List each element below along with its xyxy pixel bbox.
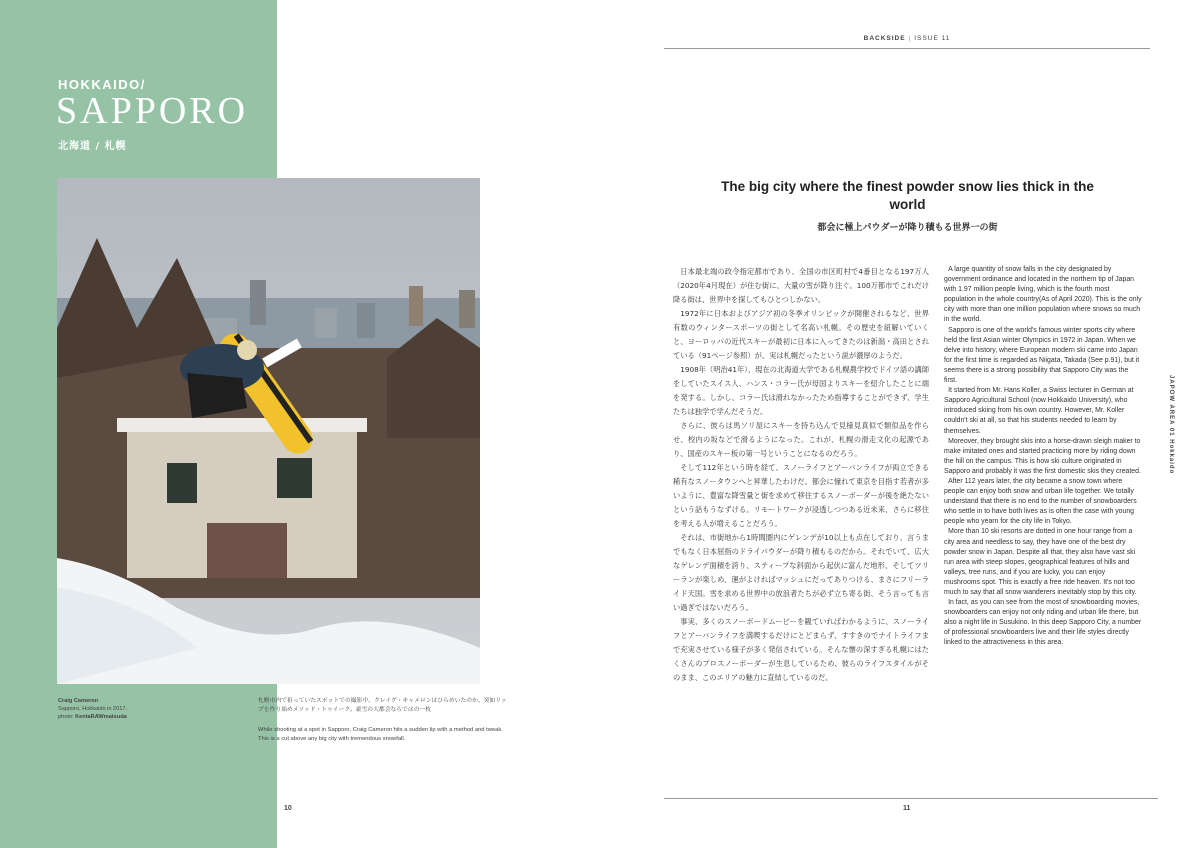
- page-number-left: 10: [284, 805, 292, 812]
- snowboarder-illustration: [57, 178, 480, 684]
- top-divider: [664, 48, 1150, 49]
- magazine-name: BACKSIDE: [863, 35, 906, 42]
- body-jp-paragraph: さらに、彼らは馬ソリ屋にスキーを持ち込んで見様見真似で類似品を作らせ、校内の坂などで滑るようになった。これが、札幌の滑走文化の起源であり、国産のスキー板の第一号ということになるのだろう。: [673, 421, 929, 458]
- caption-en: While shooting at a spot in Sapporo, Craig Cameron hits a sudden lip with a method and tweak. This is a cut above any big city with tremendous snowfall.: [258, 726, 503, 742]
- city-title: SAPPORO: [56, 90, 249, 132]
- page-number-right: 11: [903, 805, 911, 812]
- photo-caption: [258, 697, 508, 744]
- bottom-divider: [664, 798, 1158, 799]
- body-jp-paragraph: 1972年に日本およびアジア初の冬季オリンピックが開催されるなど、世界有数のウィンタースポーツの街として名高い札幌。その歴史を紐解いていくと、ヨーロッパの近代スキーが最初に日本に入ってきたのは新潟・高田とされている（91ページ参照）が、実は札幌だったという説が濃厚のようだ。: [673, 309, 929, 360]
- body-en-paragraph: In fact, as you can see from the most of snowboarding movies, snowboarders can enjoy not only riding and urban life there, but also a night life in Susukino. In this deep Sapporo City, a number of professional snowboarders live and their life styles directly linked to the attractiveness in this area.: [944, 599, 1142, 647]
- body-en-paragraph: Sapporo is one of the world's famous winter sports city where held the first Asian winter Olympics in 1972 in Japan. When we delve into history, where European modern ski came into Japan for the first time is regarded as Niigata, Takada (See p.91), but it seems there is a strong possibility that Sapporo City was the first.: [944, 326, 1140, 385]
- photo-credit: [58, 698, 178, 721]
- body-en-paragraph: It started from Mr. Hans Koller, a Swiss lecturer in German at Sapporo Agricultural School (now Hokkaido University), who introduced skiing from his own country. However, Mr. Koller couldn't ski at all, so that his students needed to learn by themselves.: [944, 387, 1134, 435]
- body-jp-paragraph: 事実、多くのスノーボードムービーを観ていればわかるように、スノーライフとアーバンライフを満喫するだけにとどまらず、すすきのでナイトライフまで充実させている様子が多く発信されている。そんな懐の深すぎる札幌にはたくさんのプロスノーボーダーが生息しているため、彼らのライフスタイルがそのまま、このエリアの魅力に直結しているのだ。: [673, 617, 929, 682]
- article-body-jp: [673, 265, 929, 685]
- photographer-label: photo:: [58, 713, 74, 720]
- region-label: HOKKAIDO/: [58, 77, 146, 92]
- photographer-name: KentaRAWmatsuda: [75, 713, 127, 720]
- article-body-en: [944, 265, 1142, 649]
- issue-label: ISSUE 11: [914, 35, 951, 42]
- snowboarder-photo: [57, 178, 480, 684]
- region-label-jp: 北海道 / 札幌: [58, 141, 127, 152]
- body-en-paragraph: After 112 years later, the city became a snow town where people can enjoy both snow and urban life together. We totally understand that there is no end to the number of snowboarders who settle in to have both lives as is often the case with young people who yearn for the city life in Tokyo.: [944, 477, 1137, 526]
- body-en-paragraph: A large quantity of snow falls in the city designated by government ordinance and located in the northern tip of Japan with 1.97 million people living, which is the fourth most population in the whole country(As of April 2020). This is the only city with more than one million population where snows so much in the world.: [944, 266, 1142, 324]
- running-head: BACKSIDE | ISSUE 11: [863, 35, 951, 42]
- body-en-paragraph: Moreover, they brought skis into a horse-drawn sleigh maker to make imitated ones and started practicing more by riding down the hill on the campus. This is how ski culture originated in Sapporo and probably it was the first domestic skis they created.: [944, 437, 1141, 475]
- side-section-label: JAPOW AREA 01 Hokkaido: [1168, 375, 1174, 475]
- article-headline: The big city where the finest powder snow lies thick in the world: [721, 179, 1094, 213]
- body-en-paragraph: More than 10 ski resorts are dotted in one hour range from a city area and needless to say, they have one of the best dry powder snow in Japan. Despite all that, they also have vast ski run area with steep slopes, geographical features of hills and valleys, tree runs, and if you are lucky, you can enjoy mushrooms spot. This is exactly a free ride heaven. It's not too much to say that all snow wanderers inevitably stop by this city.: [944, 528, 1137, 596]
- body-jp-paragraph: 1908年（明治41年）、現在の北海道大学である札幌農学校でドイツ語の講師をしていたスイス人、ハンス・コラー氏が母国よりスキーを紹介したことに端を発する。しかし、コラー氏は滑れなかったため指導することができず、学生たちは独学で学んだそうだ。: [673, 365, 929, 416]
- photo-location: Sapporo, Hokkaido in 2017.: [58, 705, 128, 712]
- rider-name: Craig Cameron: [58, 698, 99, 704]
- body-jp-paragraph: それは、市街地から1時間圏内にゲレンデが10以上も点在しており、言うまでもなく日本屈指のドライパウダーが降り積もるのだから。それでいて、広大なゲレンデ面積を誇り、スティープな斜面から起伏に富んだ地形、そしてツリーランが楽しめ、運がよければマッシュにだってありつける、まさにフリーライド天国。雪を求める世界中の放浪者たちが必ず立ち寄る街、そう言っても言い過ぎではないだろう。: [673, 533, 929, 612]
- article-subhead-jp: 都会に極上パウダーが降り積もる世界一の街: [817, 223, 998, 233]
- caption-jp: 札幌市内で狙っていたスポットでの撮影中、クレイグ・キャメロンはひらめいたのか、突如リップを作り始めメソッド・トゥイーク。豪雪の大都会ならではの一枚: [258, 698, 507, 714]
- body-jp-paragraph: そして112年という時を経て、スノーライフとアーバンライフが両立できる稀有なスノータウンへと昇華したわけだ。都会に憧れて東京を目指す若者が多いように、豊富な降雪量と街を求めて移住するスノーボーダーが後を絶たないという話もうなずける。リモートワークが浸透しつつある近未来、さらに移住を考える人が増えることだろう。: [673, 463, 929, 528]
- body-jp-paragraph: 日本最北端の政令指定都市であり、全国の市区町村で4番目となる197万人（2020年4月現在）が住む街に、大量の雪が降り注ぐ。100万都市でこれだけ降る街は、世界中を探してもひとつしかない。: [673, 267, 929, 304]
